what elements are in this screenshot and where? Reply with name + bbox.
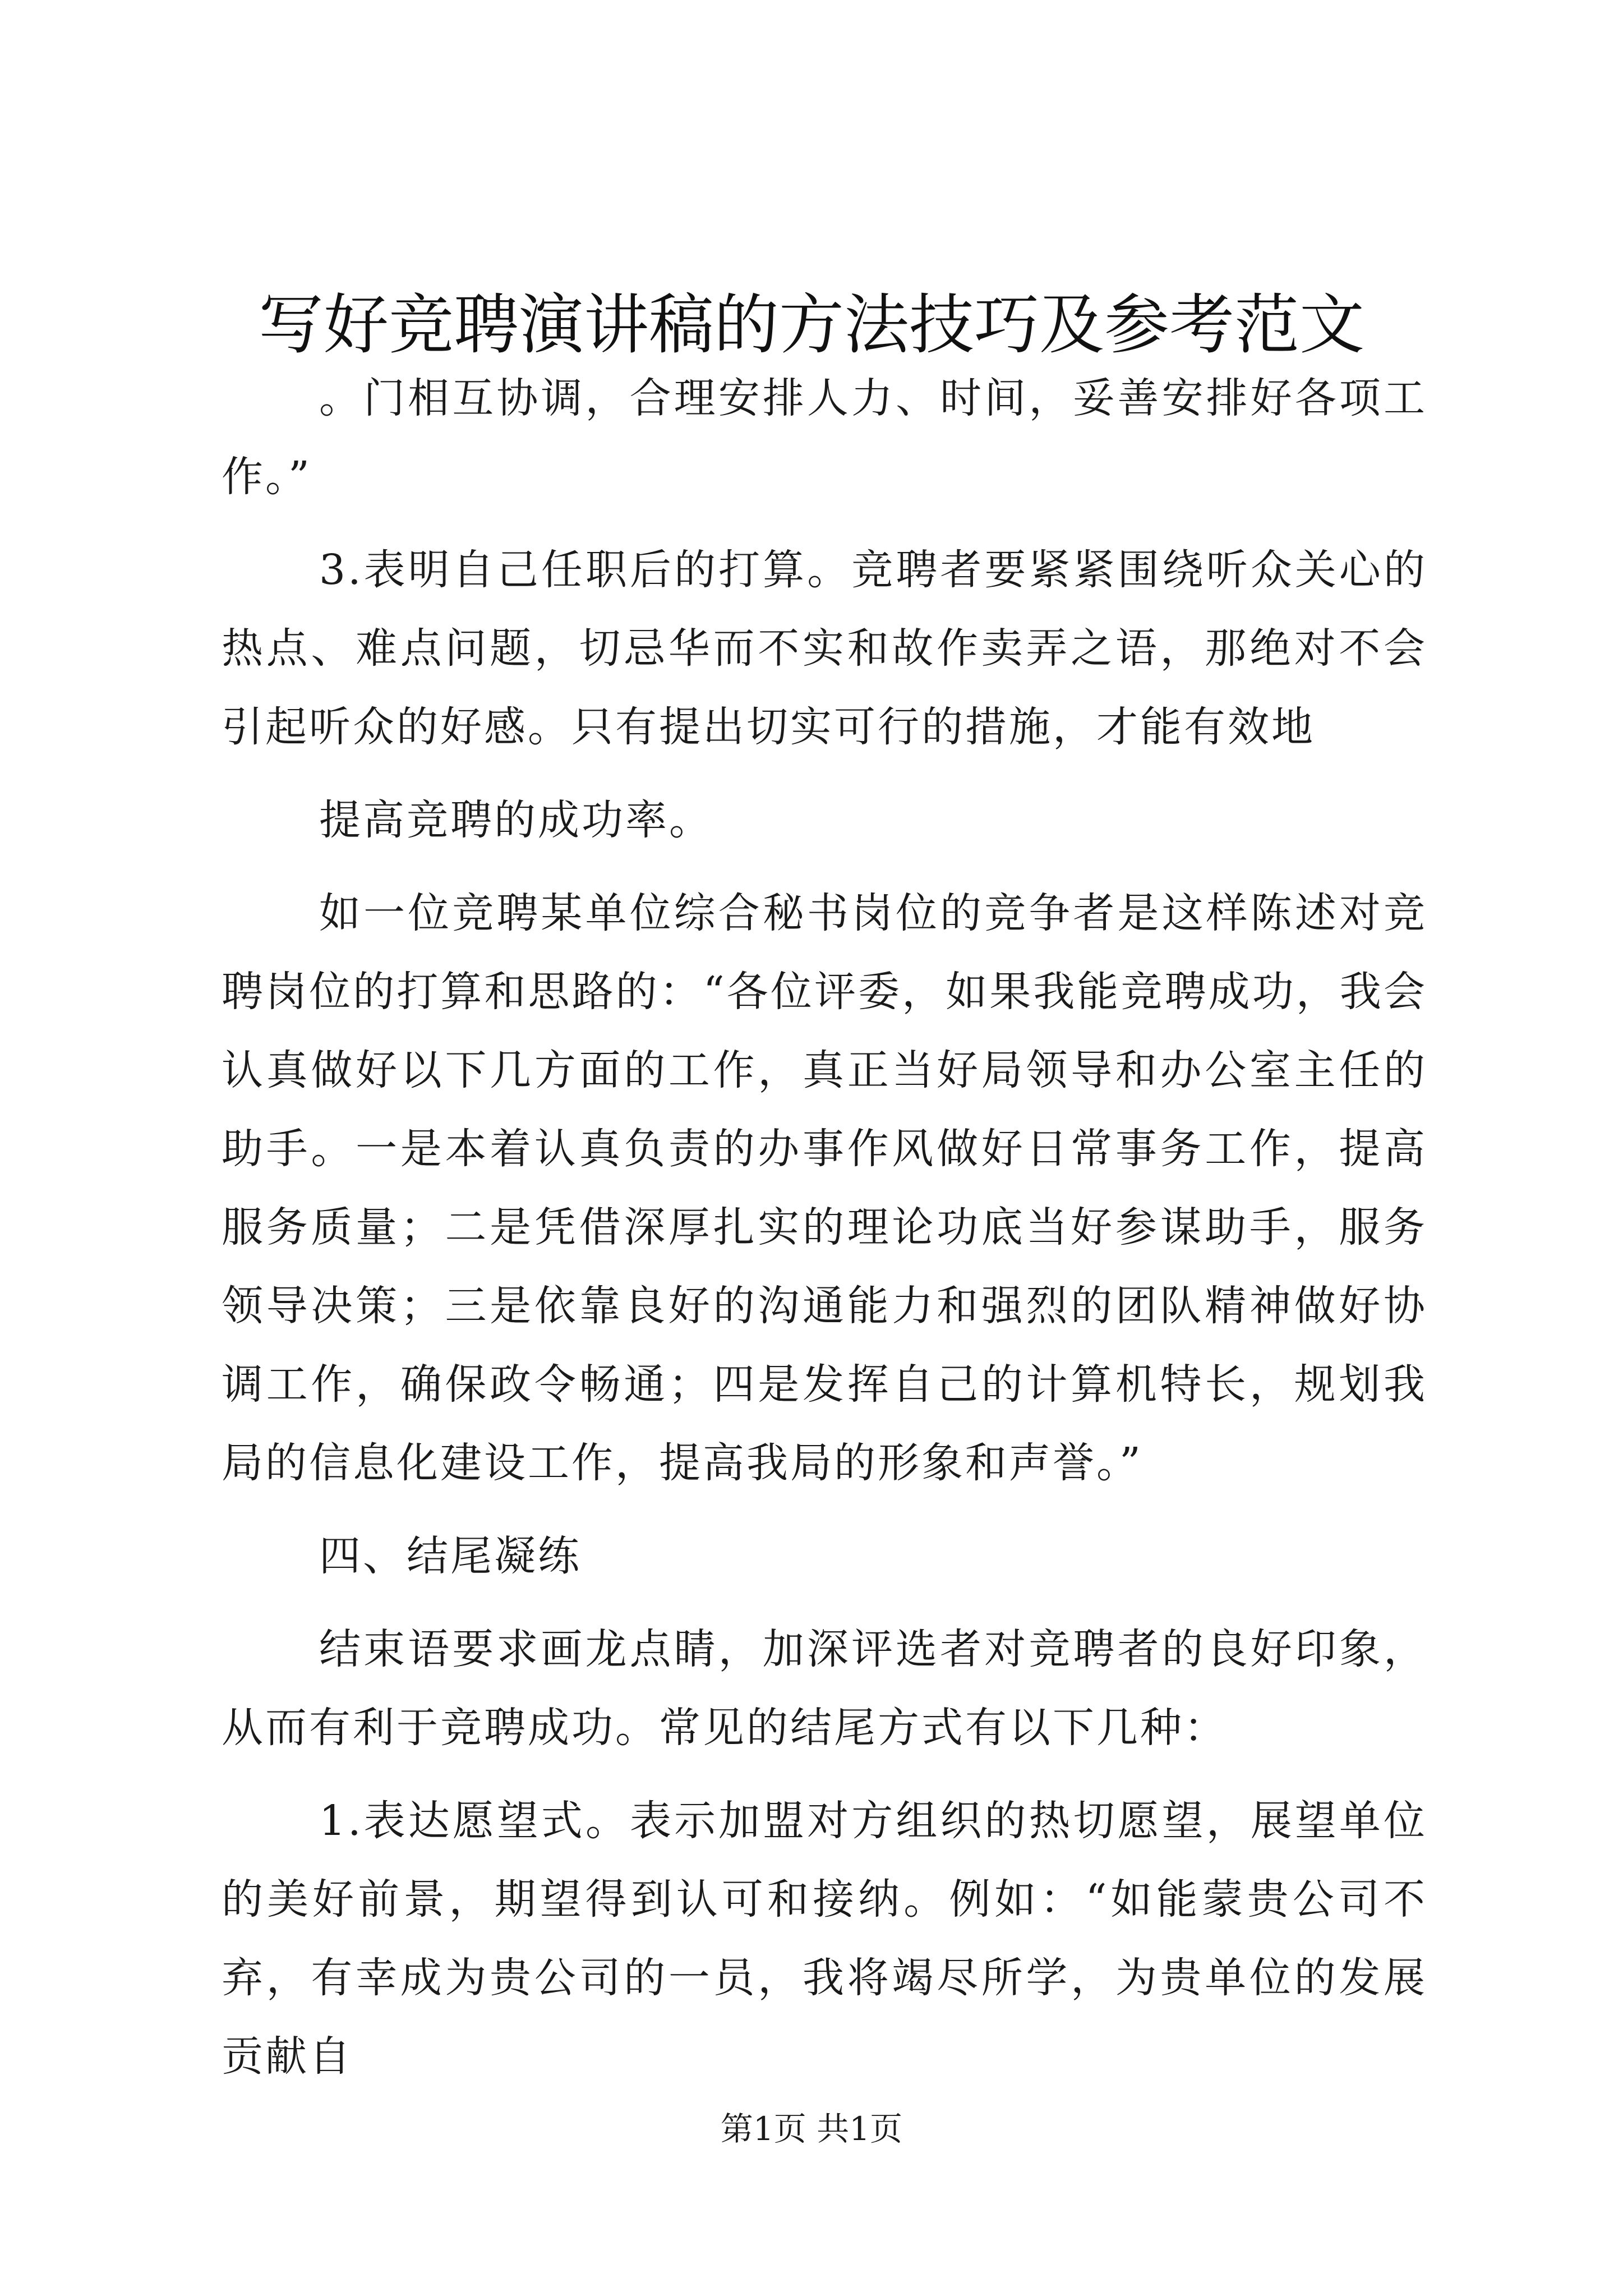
paragraph: 结束语要求画龙点睛，加深评选者对竞聘者的良好印象，从而有利于竞聘成功。常见的结尾方式有以下几种： [222,1625,1427,1752]
paragraph: 3.表明自己任职后的打算。竞聘者要紧紧围绕听众关心的热点、难点问题，切忌华而不实和故作卖弄之语，那绝对不会引起听众的好感。只有提出切实可行的措施，才能有效地 [222,546,1427,751]
document-title: 写好竞聘演讲稿的方法技巧及参考范文 [259,287,1364,363]
paragraph: 如一位竞聘某单位综合秘书岗位的竞争者是这样陈述对竞聘岗位的打算和思路的：“各位评委，如果我能竞聘成功，我会认真做好以下几方面的工作，真正当好局领导和办公室主任的助手。一是本着认真负责的办事作风做好日常事务工作，提高服务质量；二是凭借深厚扎实的理论功底当好参谋助手，服务领导决策；三是依靠良好的沟通能力和强烈的团队精神做好协调工作，确保政令畅通；四是发挥自己的计算机特长，规划我局的信息化建设工作，提高我局的形象和声誉。” [222,889,1427,1487]
document-body [222,359,1427,2110]
paragraph: 1.表达愿望式。表示加盟对方组织的热切愿望，展望单位的美好前景，期望得到认可和接纳。例如：“如能蒙贵公司不弃，有幸成为贵公司的一员，我将竭尽所学，为贵单位的发展贡献自 [222,1797,1427,2081]
section-heading: 四、结尾凝练 [319,1532,582,1580]
page-footer: 第1页 共1页 [720,2110,903,2148]
paragraph: 提高竞聘的成功率。 [319,796,713,844]
paragraph: 。门相互协调，合理安排人力、时间，妥善安排好各项工作。” [222,374,1427,501]
